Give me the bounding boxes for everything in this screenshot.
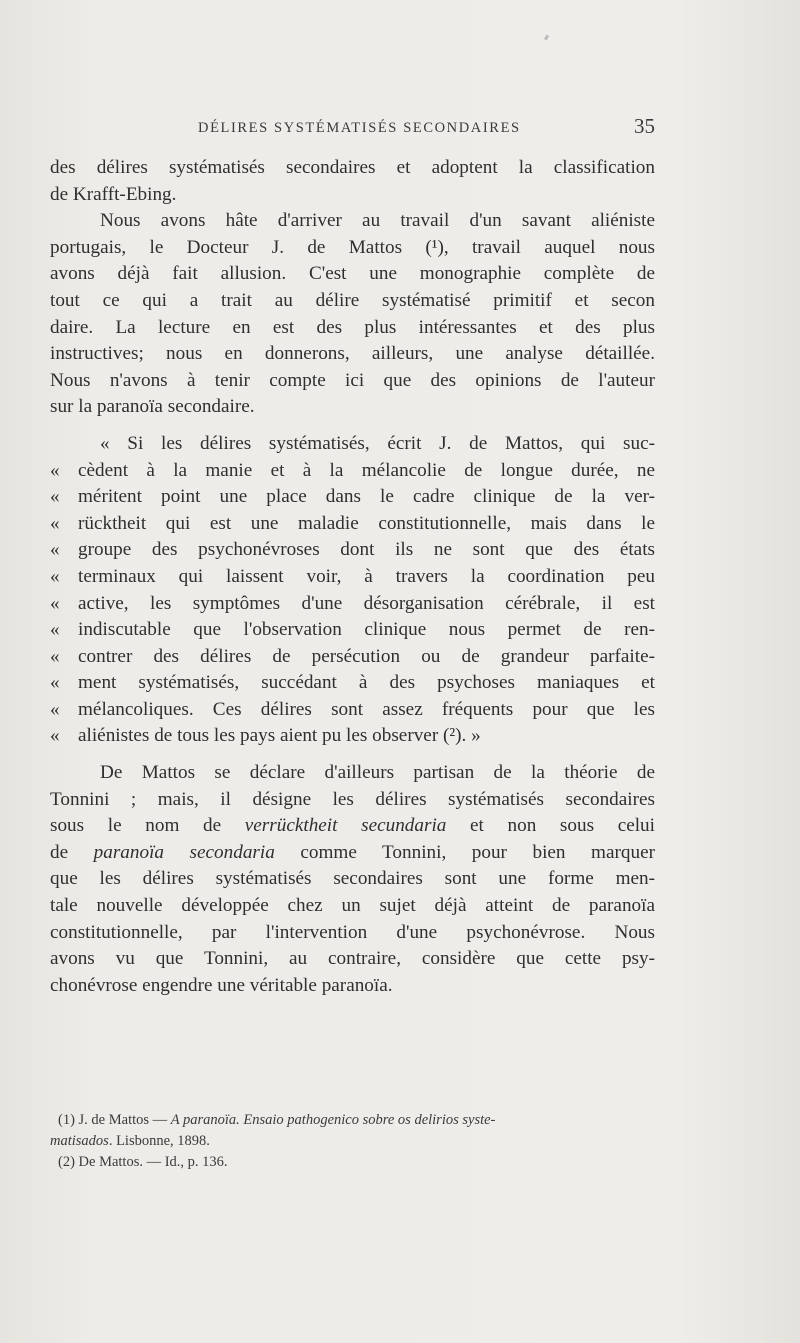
running-head xyxy=(50,114,655,142)
quote-mark: « xyxy=(50,565,60,587)
quote-mark: « xyxy=(50,645,60,667)
text-line: tout ce qui a trait au délire systématisé primitif et secon xyxy=(50,289,655,311)
quote-line xyxy=(50,723,655,750)
quote-mark: « xyxy=(50,486,60,508)
footnote-title: matisados xyxy=(50,1133,109,1149)
text-line: des délires systématisés secondaires et adoptent la classification xyxy=(50,157,655,178)
quote-mark: « xyxy=(50,698,60,720)
quote-line xyxy=(50,537,655,564)
quote-text: méritent point une place dans le cadre clinique de la ver- xyxy=(78,486,655,508)
text-run: de xyxy=(50,841,94,863)
quote-mark: « xyxy=(50,725,60,747)
paragraph-1 xyxy=(50,155,655,208)
text-line: constitutionnelle, par l'intervention d'une psychonévrose. Nous xyxy=(50,921,655,943)
footnote-1-continued xyxy=(50,1131,670,1152)
quote-line xyxy=(50,564,655,591)
running-title: DÉLIRES SYSTÉMATISÉS SECONDAIRES xyxy=(198,120,521,136)
text-line: portugais, le Docteur J. de Mattos (¹), travail auquel nous xyxy=(50,236,655,258)
text-run: et non sous celui xyxy=(446,815,655,837)
quote-text: ment systématisés, succédant à des psychoses maniaques et xyxy=(78,672,655,694)
quote-text: contrer des délires de persécution ou de grandeur parfaite- xyxy=(78,645,655,667)
quote-mark: « xyxy=(50,672,60,694)
quote-line xyxy=(50,644,655,671)
text-line: Tonnini ; mais, il désigne les délires systématisés secondaires xyxy=(50,788,655,810)
quote-text: mélancoliques. Ces délires sont assez fréquents pour que les xyxy=(78,698,655,720)
footnote-text: (1) J. de Mattos — xyxy=(58,1112,171,1128)
text-line: de Krafft-Ebing. xyxy=(50,183,177,205)
text-line: daire. La lecture en est des plus intéressantes et des plus xyxy=(50,316,655,338)
quote-line xyxy=(50,458,655,485)
quote-text: cèdent à la manie et à la mélancolie de longue durée, ne xyxy=(78,459,655,481)
text-line: tale nouvelle développée chez un sujet déjà atteint de paranoïa xyxy=(50,895,655,917)
paragraph-4 xyxy=(50,760,655,999)
text-line: instructives; nous en donnerons, ailleurs, une analyse détaillée. xyxy=(50,343,655,365)
quote-text: terminaux qui laissent voir, à travers la coordination peu xyxy=(78,565,655,587)
footnote-1 xyxy=(50,1110,670,1131)
quote-line xyxy=(50,484,655,511)
italic-term: paranoïa secondaria xyxy=(93,841,275,863)
text-line: De Mattos se déclare d'ailleurs partisan de la théorie de xyxy=(100,762,655,784)
text-run: comme Tonnini, pour bien marquer xyxy=(274,841,655,863)
quotation xyxy=(50,431,655,750)
text-line: Nous avons hâte d'arriver au travail d'un savant aliéniste xyxy=(100,210,655,232)
quote-line xyxy=(50,511,655,538)
quote-text: active, les symptômes d'une désorganisation cérébrale, il est xyxy=(78,592,655,614)
text-line xyxy=(50,813,655,840)
quote-line xyxy=(50,697,655,724)
quote-text: « Si les délires systématisés, écrit J. de Mattos, qui suc- xyxy=(100,432,655,454)
footnotes xyxy=(50,1110,670,1173)
quote-mark: « xyxy=(50,619,60,641)
ink-speck xyxy=(544,35,549,41)
text-line: sur la paranoïa secondaire. xyxy=(50,396,255,418)
quote-text: indiscutable que l'observation clinique nous permet de ren- xyxy=(78,619,655,641)
italic-term: verrücktheit secundaria xyxy=(244,815,447,837)
paragraph-2 xyxy=(50,208,655,421)
footnote-text: . Lisbonne, 1898. xyxy=(108,1133,210,1149)
quote-line xyxy=(50,670,655,697)
quote-mark: « xyxy=(50,512,60,534)
text-line: Nous n'avons à tenir compte ici que des opinions de l'auteur xyxy=(50,369,655,391)
quote-mark: « xyxy=(50,459,60,481)
quote-text: rücktheit qui est une maladie constitutionnelle, mais dans le xyxy=(78,512,655,534)
quote-text: groupe des psychonévroses dont ils ne sont que des états xyxy=(78,539,655,561)
quote-mark xyxy=(50,431,78,458)
body-text xyxy=(50,155,655,999)
quote-line xyxy=(50,617,655,644)
text-line: que les délires systématisés secondaires sont une forme men- xyxy=(50,868,655,890)
quote-text: aliénistes de tous les pays aient pu les observer (²). » xyxy=(78,725,481,747)
footnote-title: A paranoïa. Ensaio pathogenico sobre os delirios syste- xyxy=(170,1112,496,1128)
text-run: sous le nom de xyxy=(50,815,245,837)
footnote-2: (2) De Mattos. — Id., p. 136. xyxy=(58,1154,228,1170)
text-line: avons vu que Tonnini, au contraire, considère que cette psy- xyxy=(50,948,655,970)
quote-line xyxy=(50,431,655,458)
quote-mark: « xyxy=(50,539,60,561)
quote-mark: « xyxy=(50,592,60,614)
text-line: chonévrose engendre une véritable paranoïa. xyxy=(50,974,393,996)
text-line xyxy=(50,840,655,867)
page-number: 35 xyxy=(634,114,655,138)
text-line: avons déjà fait allusion. C'est une monographie complète de xyxy=(50,263,655,285)
quote-line xyxy=(50,591,655,618)
